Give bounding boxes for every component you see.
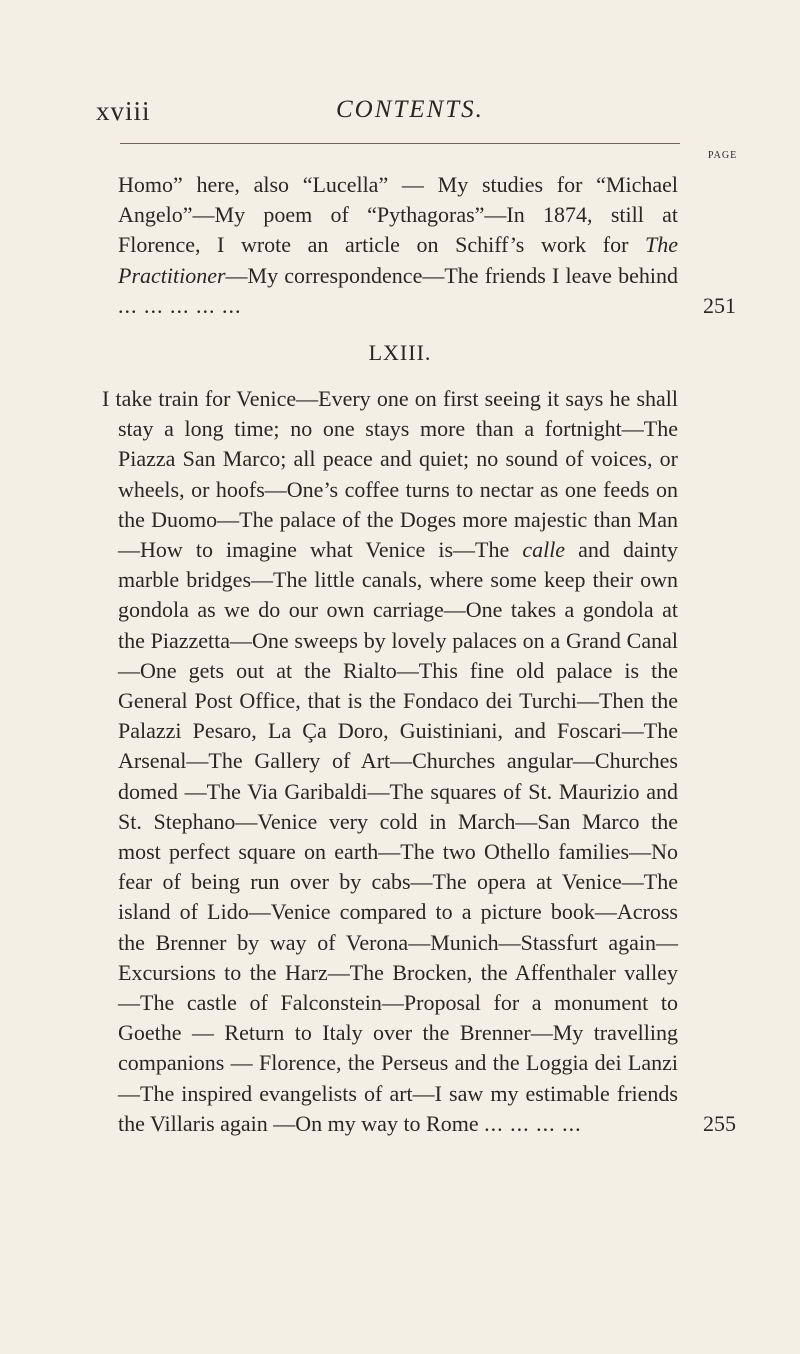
entry-text — [102, 384, 678, 1139]
page-header — [96, 96, 716, 136]
entry-page-number: 251 — [703, 292, 736, 318]
entry-text — [118, 170, 678, 321]
contents-entry-continued — [118, 170, 736, 321]
contents-entry-lxiii — [102, 384, 736, 1139]
entry-summary: Homo” here, also “Lucella” — My studies for “Michael Angelo”—My poem of “Pythagoras”—In 1874, still at Florence, I wrote an article on Schiff’s work for The Practitioner—My correspondence—The friends I leave behind — [118, 172, 678, 288]
header-rule — [120, 143, 680, 144]
chapter-number: LXIII. — [368, 340, 432, 365]
dot-leader: ... ... ... ... ... — [118, 292, 242, 318]
folio-number: xviii — [96, 96, 151, 126]
running-head: CONTENTS. — [336, 96, 484, 123]
entry-page-number: 255 — [703, 1110, 736, 1136]
page-column-label: PAGE — [708, 150, 738, 161]
entry-summary: I take train for Venice—Every one on first seeing it says he shall stay a long time; no one stays more than a fortnight—The Piazza San Marco; all peace and quiet; no sound of voices, or wheels, or hoofs—One’s coffee turns to nectar as one feeds on the Duomo—The palace of the Doges more majestic than Man—How to imagine what Venice is—The calle and dainty marble bridges—The little canals, where some keep their own gondola as we do our own carriage—One takes a gondola at the Piazzetta—One sweeps by lovely palaces on a Grand Canal—One gets out at the Rialto—This fine old palace is the General Post Office, that is the Fondaco dei Turchi—Then the Palazzi Pesaro, La Ça Doro, Guistiniani, and Foscari—The Arsenal—The Gallery of Art—Churches angular—Churches domed —The Via Garibaldi—The squares of St. Maurizio and St. Stephano—Venice very cold in March—San Marco the most perfect square on earth—The two Othello families—No fear of being run over by cabs—The opera at Venice—The island of Lido—Venice compared to a picture book—Across the Brenner by way of Verona—Munich—Stassfurt again—Excursions to the Harz—The Brocken, the Affenthaler valley—The castle of Falconstein—Proposal for a monument to Goethe — Return to Italy over the Brenner—My travelling companions — Florence, the Perseus and the Loggia dei Lanzi—The inspired evangelists of art—I saw my estimable friends the Villaris again —On my way to Rome — [102, 386, 678, 1136]
dot-leader: ... ... ... ... — [484, 1110, 582, 1136]
